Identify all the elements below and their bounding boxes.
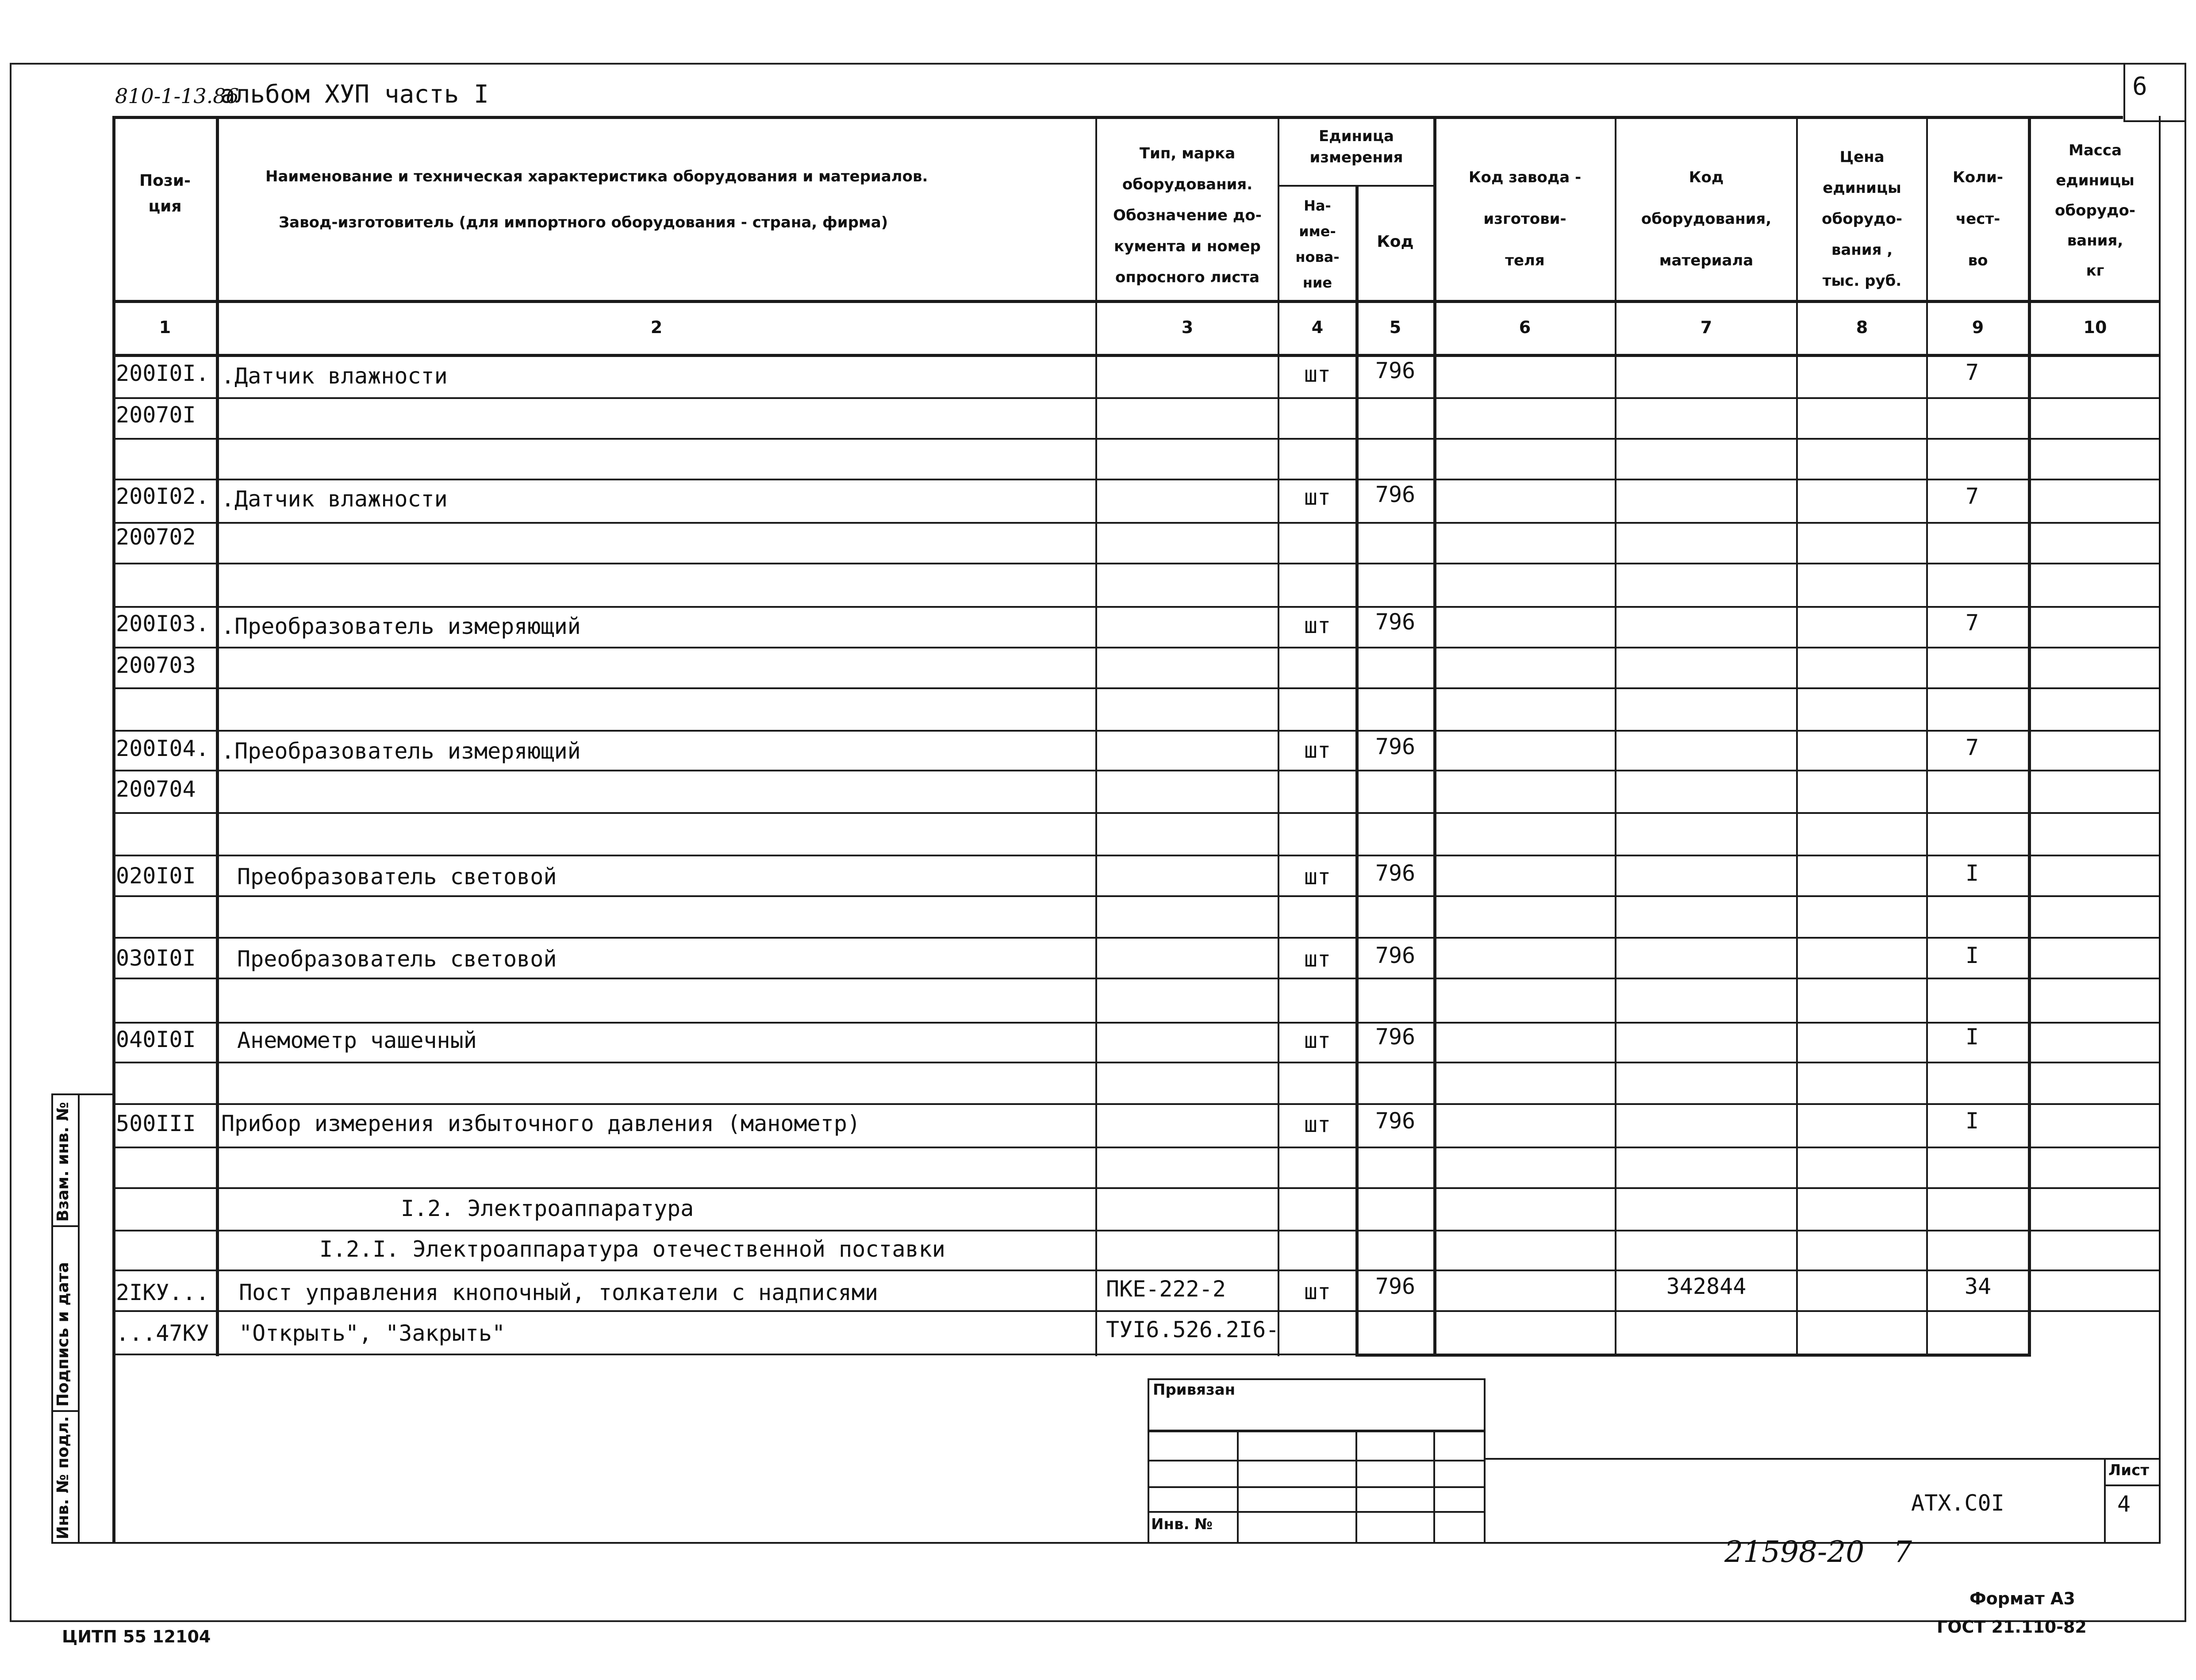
numbers-bottom — [112, 354, 2161, 357]
cell-code: 796 — [1375, 1273, 1416, 1299]
cell-code: 796 — [1375, 609, 1416, 635]
cell-code: 796 — [1375, 358, 1416, 384]
cell-position: 200I03. — [116, 611, 209, 637]
cell-quantity: I — [1965, 860, 1979, 886]
cell-unit: шт — [1304, 361, 1331, 387]
cell-position: 200704 — [116, 776, 196, 802]
cell-name: Преобразователь световой — [237, 946, 557, 972]
row-line — [112, 1062, 2161, 1063]
col-number: 10 — [2083, 318, 2107, 337]
col-number: 4 — [1311, 318, 1324, 337]
col-number: 8 — [1856, 318, 1868, 337]
side-strip-div2 — [51, 1410, 80, 1412]
row-line — [112, 647, 2161, 648]
cell-quantity: I — [1965, 943, 1979, 968]
page-box-bottom — [2123, 120, 2185, 122]
cell-position: 200702 — [116, 524, 196, 550]
cell-unit: шт — [1304, 1028, 1331, 1053]
col-header-name-line2: Завод-изготовитель (для импортного оборудования - страна, фирма) — [279, 214, 888, 231]
col-number: 2 — [650, 318, 663, 337]
archive-sheet: 7 — [1893, 1535, 1912, 1569]
cell-unit: шт — [1304, 864, 1331, 890]
cell-quantity: 7 — [1965, 483, 1979, 509]
cell-name: Преобразователь световой — [237, 864, 557, 890]
cell-code: 796 — [1375, 1024, 1416, 1050]
col-number: 7 — [1700, 318, 1712, 337]
side-label-sign-date: Подпись и дата — [54, 1262, 72, 1407]
cell-unit: шт — [1304, 1112, 1331, 1137]
row-line — [112, 687, 2161, 689]
cell-quantity: 7 — [1965, 360, 1979, 385]
cell-quantity: 7 — [1965, 610, 1979, 636]
cell-type: ТУI6.526.2I6- — [1106, 1317, 1279, 1342]
table-bottom — [112, 1354, 1357, 1355]
cell-equipment-code: 342844 — [1666, 1273, 1747, 1299]
col-header-unit-group: Единица измерения — [1309, 127, 1403, 166]
sheet-label: Лист — [2108, 1461, 2149, 1479]
col-number: 5 — [1389, 318, 1401, 337]
cell-position: 030I0I — [116, 945, 196, 971]
cell-position: 2IКУ... — [116, 1280, 209, 1305]
section-heading: I.2. Электроаппаратура — [401, 1196, 694, 1221]
frame-top — [10, 63, 2186, 65]
row-line — [112, 522, 2161, 524]
col-line-3 — [1278, 116, 1279, 1356]
footer-format: Формат А3 — [1969, 1589, 2075, 1608]
col-number: 1 — [159, 318, 171, 337]
album-title: альбом XУП часть I — [220, 80, 489, 109]
album-code: 810-1-13.86 — [115, 84, 239, 108]
row-line — [112, 812, 2161, 814]
cell-name: Прибор измерения избыточного давления (манометр) — [221, 1111, 860, 1136]
sheet-box-divider — [2104, 1484, 2161, 1486]
col-line-5 — [1433, 116, 1436, 1356]
doc-code: АТХ.С0I — [1911, 1490, 2004, 1516]
cell-quantity: 34 — [1964, 1273, 1992, 1299]
cell-position: 20070I — [116, 402, 196, 428]
cell-name: Анемометр чашечный — [237, 1028, 477, 1053]
frame-bottom — [10, 1620, 2186, 1622]
row-line — [112, 1230, 2161, 1231]
footer-left-code: ЦИТП 55 12104 — [62, 1627, 211, 1646]
attached-box-col — [1355, 1430, 1357, 1544]
side-strip-right — [78, 1093, 80, 1544]
side-strip-left — [51, 1093, 53, 1544]
doc-code-top — [1486, 1458, 2161, 1460]
row-line — [112, 978, 2161, 979]
cell-name: Пост управления кнопочный, толкатели с надписями — [239, 1280, 878, 1305]
col-number: 6 — [1519, 318, 1531, 337]
col-line-6 — [1615, 116, 1616, 1356]
cell-name: .Датчик влажности — [221, 363, 448, 389]
attached-box-col — [1237, 1430, 1239, 1544]
row-line — [112, 770, 2161, 771]
footer-gost: ГОСТ 21.110-82 — [1937, 1617, 2087, 1637]
row-line — [112, 1270, 2161, 1271]
col-header-equipment-code: Код оборудования, материала — [1641, 169, 1772, 269]
col-number: 3 — [1181, 318, 1194, 337]
cell-name: .Датчик влажности — [221, 486, 448, 512]
col-header-quantity: Коли- чест- во — [1953, 169, 2003, 269]
page-box-left — [2123, 63, 2125, 120]
cell-name: "Открыть", "Закрыть" — [239, 1320, 506, 1346]
cell-code: 796 — [1375, 1108, 1416, 1134]
cell-position: 200I04. — [116, 736, 209, 761]
cell-position: ...47КУ — [116, 1320, 209, 1346]
side-strip-div1 — [51, 1225, 80, 1227]
col-header-unit-name: На- име- нова- ние — [1295, 197, 1340, 291]
cell-position: 500III — [116, 1111, 196, 1136]
attached-box-col — [1433, 1430, 1435, 1544]
side-label-inv-orig: Инв. № подл. — [54, 1416, 72, 1539]
frame-left — [10, 63, 12, 1620]
archive-number: 21598-20 — [1724, 1535, 1865, 1569]
cell-type: ПКЕ-222-2 — [1106, 1276, 1226, 1302]
frame-right — [2184, 63, 2186, 1620]
cell-name: .Преобразователь измеряющий — [221, 614, 581, 639]
side-strip-bottom — [51, 1542, 113, 1544]
col-header-mass: Масса единицы оборудо- вания, кг — [2055, 142, 2135, 280]
cell-position: 020I0I — [116, 863, 196, 889]
cell-position: 200I02. — [116, 483, 209, 509]
inv-no-label: Инв. № — [1151, 1515, 1213, 1533]
cell-unit: шт — [1304, 946, 1331, 972]
table-top — [112, 116, 2123, 119]
col-line-2 — [1095, 116, 1097, 1356]
subsection-heading: I.2.I. Электроаппаратура отечественной поставки — [319, 1236, 945, 1262]
row-line — [112, 1022, 2161, 1024]
cell-quantity: 7 — [1965, 735, 1979, 760]
cell-position: 040I0I — [116, 1027, 196, 1052]
col-header-position: Пози- ция — [139, 172, 191, 215]
row-line — [112, 895, 2161, 897]
cell-name: .Преобразователь измеряющий — [221, 738, 581, 764]
cell-unit: шт — [1304, 613, 1331, 638]
cell-code: 796 — [1375, 734, 1416, 759]
cell-position: 200703 — [116, 652, 196, 678]
col-line-7 — [1796, 116, 1798, 1356]
table-bottom-thick — [1355, 1354, 2031, 1357]
cell-code: 796 — [1375, 943, 1416, 968]
col-header-price: Цена единицы оборудо- вания , тыс. руб. — [1822, 148, 1902, 290]
row-line — [112, 479, 2161, 480]
col-line-1 — [216, 116, 219, 1356]
cell-code: 796 — [1375, 860, 1416, 886]
page-number: 6 — [2132, 72, 2147, 101]
row-line — [112, 937, 2161, 939]
col-line-9 — [2028, 116, 2031, 1356]
attached-label: Привязан — [1153, 1381, 1236, 1399]
cell-code: 796 — [1375, 482, 1416, 507]
row-line — [112, 1187, 2161, 1189]
row-line — [112, 1147, 2161, 1148]
sheet-box-left — [2104, 1458, 2106, 1544]
row-line — [112, 397, 2161, 399]
side-strip-top — [51, 1093, 113, 1095]
col-header-type: Тип, марка оборудования. Обозначение до- кумента и номер опросного листа — [1113, 145, 1262, 286]
row-line — [112, 1310, 2161, 1312]
cell-quantity: I — [1965, 1024, 1979, 1050]
row-line — [112, 730, 2161, 732]
col-header-factory-code: Код завода - изготови- теля — [1468, 169, 1582, 269]
cell-unit: шт — [1304, 1279, 1331, 1304]
row-line — [112, 563, 2161, 564]
row-line — [112, 606, 2161, 608]
col-number: 9 — [1972, 318, 1984, 337]
side-label-vzam: Взам. инв. № — [54, 1102, 72, 1222]
col-header-name-line1: Наименование и техническая характеристика оборудования и материалов. — [265, 168, 928, 185]
cell-quantity: I — [1965, 1108, 1979, 1134]
right-inner-frame — [2159, 116, 2161, 1544]
header-bottom — [112, 300, 2161, 303]
sheet-number: 4 — [2117, 1491, 2131, 1517]
cell-unit: шт — [1304, 737, 1331, 763]
cell-position: 200I0I. — [116, 361, 209, 386]
col-header-unit-code: Код — [1377, 233, 1414, 251]
row-line — [112, 855, 2161, 856]
cell-unit: шт — [1304, 484, 1331, 510]
row-line — [112, 438, 2161, 440]
row-line — [112, 1103, 2161, 1105]
